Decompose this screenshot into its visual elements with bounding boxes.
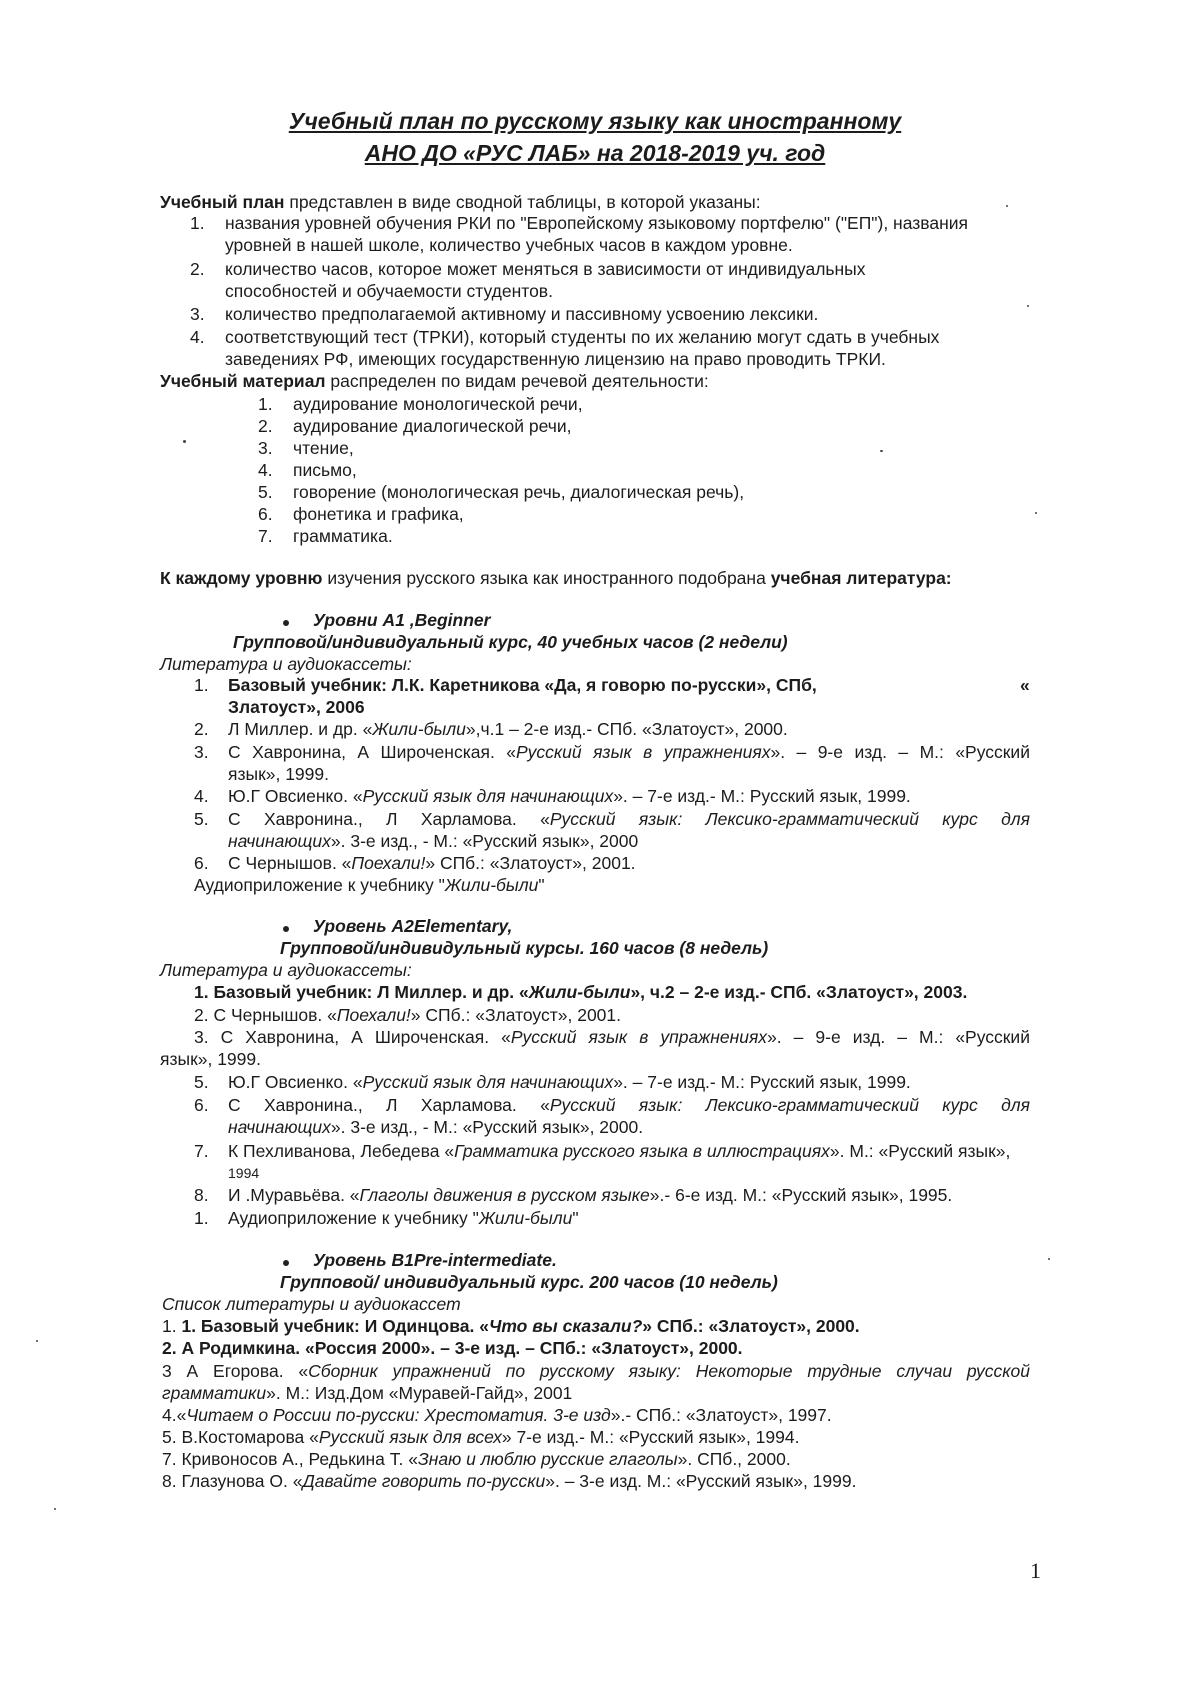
a1-item-number: 5. xyxy=(194,809,209,829)
title-line-1: Учебный план по русскому языку как иностранному xyxy=(288,108,902,134)
b1-item-text: 7. Кривоносов А., Редькина Т. «Знаю и люблю русские глаголы». СПб., 2000. xyxy=(162,1449,791,1469)
material-item-text: грамматика. xyxy=(293,526,393,546)
intro-item-number: 3. xyxy=(190,304,205,324)
scan-speck xyxy=(1048,1258,1050,1260)
a2-item-text: начинающих». 3-е изд., - М.: «Русский язык», 2000. xyxy=(228,1117,644,1137)
material-item-text: чтение, xyxy=(293,438,354,458)
intro-item-number: 2. xyxy=(190,259,205,279)
intro-item-text: соответствующий тест (ТРКИ), который студенты по их желанию могут сдать в учебных xyxy=(225,327,940,347)
material-item-number: 3. xyxy=(258,438,273,458)
a1-item-text: С Хавронина., Л Харламова. «Русский язык: Лексико-грамматический курс для xyxy=(228,809,1030,829)
a2-item-number: 6. xyxy=(194,1095,209,1115)
a1-item-quote: « xyxy=(1020,675,1030,695)
b1-item-text: грамматики». М.: Изд.Дом «Муравей-Гайд», 2001 xyxy=(162,1383,573,1403)
bullet-icon xyxy=(283,620,289,626)
a1-item-number: 4. xyxy=(194,786,209,806)
a1-item-text: Ю.Г Овсиенко. «Русский язык для начинающих». – 7-е изд.- М.: Русский язык, 1999. xyxy=(228,786,911,806)
level-a2-course: Групповой/индивидульный курсы. 160 часов (8 недель) xyxy=(280,938,769,958)
material-item-text: фонетика и графика, xyxy=(293,504,464,524)
a2-item-number: 5. xyxy=(194,1072,209,1092)
b1-item-text: 3 А Егорова. «Сборник упражнений по русскому языку: Некоторые трудные случаи русской xyxy=(162,1361,1030,1381)
a2-item-text: И .Муравьёва. «Глаголы движения в русском языке».- 6-е изд. М.: «Русский язык», 1995. xyxy=(228,1185,953,1205)
intro-item-number: 4. xyxy=(190,327,205,347)
bullet-icon xyxy=(283,1260,289,1266)
scan-speck xyxy=(880,450,883,452)
a1-item-number: 3. xyxy=(194,742,209,762)
level-a1-literature-label: Литература и аудиокассеты: xyxy=(160,654,412,674)
a2-item-text: 3. С Хавронина, А Широченская. «Русский язык в упражнениях». – 9-е изд. – М.: «Русский xyxy=(194,1027,1030,1047)
a2-item-text: 1994 xyxy=(228,1165,260,1181)
level-a2-literature-label: Литература и аудиокассеты: xyxy=(160,960,412,980)
material-item-text: письмо, xyxy=(293,460,357,480)
a2-item-text: 2. С Чернышов. «Поехали!» СПб.: «Златоуст», 2001. xyxy=(194,1005,622,1025)
intro-item-text: уровней в нашей школе, количество учебных часов в каждом уровне. xyxy=(225,235,793,255)
a2-item-text: Аудиоприложение к учебнику "Жили-были" xyxy=(228,1208,579,1228)
a1-item-text: язык», 1999. xyxy=(228,764,329,784)
material-item-number: 5. xyxy=(258,482,273,502)
scan-speck xyxy=(1006,205,1008,207)
intro-item-number: 1. xyxy=(190,213,205,233)
intro-item-text: заведениях РФ, имеющих государственную лицензию на право проводить ТРКИ. xyxy=(225,349,886,369)
b1-item-text: 2. А Родимкина. «Россия 2000». – 3-е изд. – СПб.: «Златоуст», 2000. xyxy=(162,1338,743,1358)
a2-item-text: 1. Базовый учебник: Л Миллер. и др. «Жили-были», ч.2 – 2-е изд.- СПб. «Златоуст», 2003. xyxy=(194,982,968,1002)
scan-speck xyxy=(1027,305,1029,307)
level-a1-course: Групповой/индивидуальный курс, 40 учебных часов (2 недели) xyxy=(233,632,788,652)
scan-speck xyxy=(54,1508,56,1510)
level-b1-heading: Уровень B1Pre-intermediate. xyxy=(313,1250,557,1270)
material-item-number: 1. xyxy=(258,394,273,414)
material-item-number: 2. xyxy=(258,416,273,436)
b1-item-text: 5. В.Костомарова «Русский язык для всех» 7-е изд.- М.: «Русский язык», 1994. xyxy=(162,1427,800,1447)
a1-item-text: Л Миллер. и др. «Жили-были»,ч.1 – 2-е изд.- СПб. «Златоуст», 2000. xyxy=(228,719,788,739)
title-line-2: АНО ДО «РУС ЛАБ» на 2018-2019 уч. год xyxy=(364,140,826,166)
scan-speck xyxy=(36,1340,38,1342)
a1-audio: Аудиоприложение к учебнику "Жили-были" xyxy=(194,875,545,895)
intro-item-text: количество предполагаемой активному и пассивному усвоению лексики. xyxy=(225,304,819,324)
b1-item-text: 8. Глазунова О. «Давайте говорить по-русски». – 3-е изд. М.: «Русский язык», 1999. xyxy=(162,1471,857,1491)
scan-speck xyxy=(1035,512,1037,514)
material-item-text: аудирование диалогической речи, xyxy=(293,416,572,436)
a2-item-number: 1. xyxy=(194,1208,209,1228)
intro-item-text: названия уровней обучения РКИ по "Европейскому языковому портфелю" ("ЕП"), названия xyxy=(225,213,969,233)
b1-item-text: 1. 1. Базовый учебник: И Одинцова. «Что вы сказали?» СПб.: «Златоуст», 2000. xyxy=(162,1316,860,1336)
b1-item-text: 4.«Читаем о России по-русски: Хрестоматия. 3-е изд».- СПб.: «Златоуст», 1997. xyxy=(162,1405,832,1425)
material-item-number: 4. xyxy=(258,460,273,480)
intro-item-text: способностей и обучаемости студентов. xyxy=(225,281,553,301)
a2-item-text: Ю.Г Овсиенко. «Русский язык для начинающих». – 7-е изд.- М.: Русский язык, 1999. xyxy=(228,1072,911,1092)
level-a1-heading: Уровни А1 ,Beginner xyxy=(313,610,491,630)
a1-item-number: 2. xyxy=(194,719,209,739)
level-b1-literature-label: Список литературы и аудиокассет xyxy=(162,1294,461,1314)
level-a2-heading: Уровень А2Elementary, xyxy=(313,916,513,936)
material-item-number: 6. xyxy=(258,504,273,524)
a2-item-number: 7. xyxy=(194,1141,209,1161)
a1-item-text: С Чернышов. «Поехали!» СПб.: «Златоуст», 2001. xyxy=(228,853,636,873)
bullet-icon xyxy=(283,926,289,932)
material-item-text: говорение (монологическая речь, диалогическая речь), xyxy=(293,482,745,502)
page-number: 1 xyxy=(1030,1558,1041,1583)
a2-item-text: К Пехливанова, Лебедева «Грамматика русского языка в иллюстрациях». М.: «Русский язык», xyxy=(228,1141,1011,1161)
material-lead: Учебный материал распределен по видам речевой деятельности: xyxy=(160,371,709,391)
a1-item-text: Златоуст», 2006 xyxy=(228,697,365,717)
scan-speck xyxy=(183,440,186,443)
level-b1-course: Групповой/ индивидуальный курс. 200 часов (10 недель) xyxy=(280,1272,778,1292)
intro-lead: Учебный план представлен в виде сводной таблицы, в которой указаны: xyxy=(160,192,761,212)
intro-item-text: количество часов, которое может меняться в зависимости от индивидуальных xyxy=(225,259,866,279)
a2-item-number: 8. xyxy=(194,1185,209,1205)
a1-item-text: начинающих». 3-е изд., - М.: «Русский язык», 2000 xyxy=(228,831,639,851)
a1-item-text: Базовый учебник: Л.К. Каретникова «Да, я говорю по-русски», СПб, xyxy=(228,675,817,695)
material-item-number: 7. xyxy=(258,526,273,546)
a2-item-text: язык», 1999. xyxy=(160,1049,261,1069)
literature-intro: К каждому уровню изучения русского языка как иностранного подобрана учебная литература: xyxy=(160,568,952,588)
a2-item-text: С Хавронина., Л Харламова. «Русский язык: Лексико-грамматический курс для xyxy=(228,1095,1030,1115)
material-item-text: аудирование монологической речи, xyxy=(293,394,583,414)
a1-item-number: 1. xyxy=(194,675,209,695)
a1-item-text: С Хавронина, А Широченская. «Русский язык в упражнениях». – 9-е изд. – М.: «Русский xyxy=(228,742,1030,762)
a1-item-number: 6. xyxy=(194,853,209,873)
